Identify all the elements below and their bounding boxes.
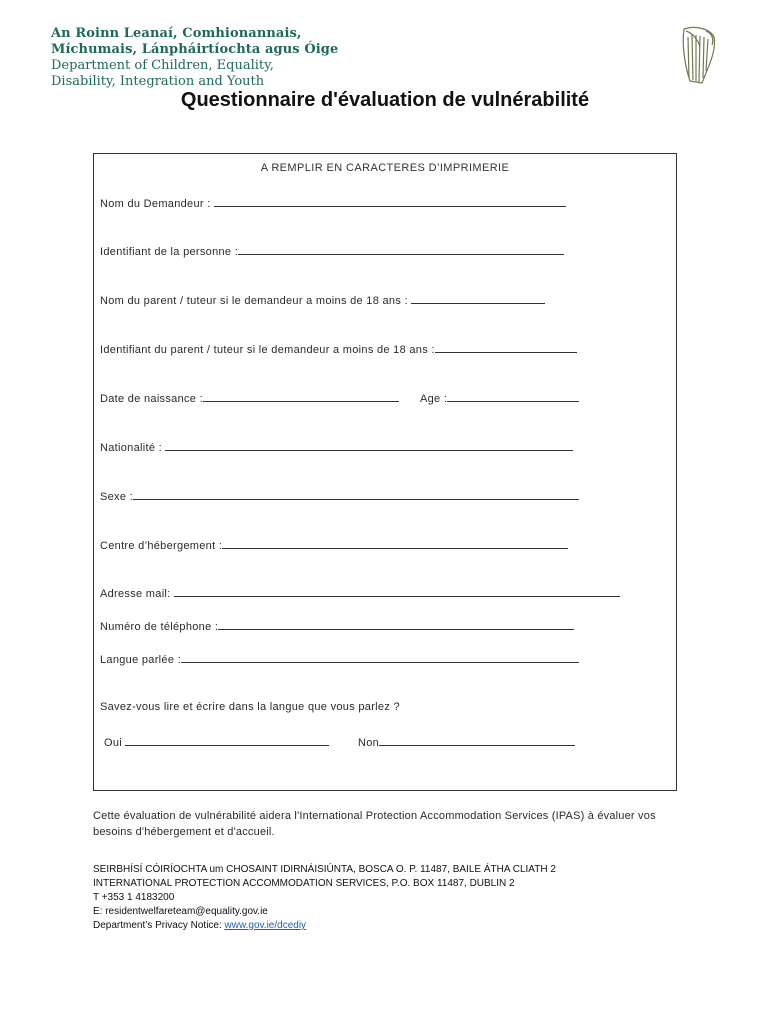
footer-english-address: INTERNATIONAL PROTECTION ACCOMMODATION SERVICES, P.O. BOX 11487, DUBLIN 2 [93, 878, 515, 889]
privacy-label: Department’s Privacy Notice: [93, 920, 222, 931]
person-id-input[interactable] [238, 244, 564, 255]
applicant-name-input[interactable] [214, 196, 566, 207]
ipas-note: Cette évaluation de vulnérabilité aidera l'International Protection Accommodation Services (IPAS) à évaluer vos besoins d'hébergement et d'accueil. [93, 810, 656, 838]
footer-phone: T +353 1 4183200 [93, 892, 175, 903]
sex-input[interactable] [133, 489, 579, 500]
harp-logo-icon [676, 23, 720, 87]
language-input[interactable] [181, 652, 579, 663]
field-person-id [100, 244, 564, 258]
footer-irish-address: SEIRBHÍSÍ CÓIRÍOCHTA um CHOSAINT IDIRNÁISIÚNTA, BOSCA O. P. 11487, BAILE ÁTHA CLIATH 2 [93, 864, 556, 875]
no-input[interactable] [379, 735, 575, 746]
guardian-id-input[interactable] [435, 342, 577, 353]
footer [93, 863, 556, 933]
field-sex [100, 489, 579, 503]
field-label: Nom du Demandeur : [100, 198, 211, 210]
literacy-question: Savez-vous lire et écrire dans la langue que vous parlez ? [100, 701, 400, 713]
birth-date-input[interactable] [203, 391, 399, 402]
field-guardian-name [100, 293, 545, 307]
department-name-irish-1: An Roinn Leanaí, Comhionannais, [51, 26, 302, 41]
yes-label: Oui [104, 737, 123, 749]
department-name-irish-2: Míchumais, Lánpháirtíochta agus Óige [51, 42, 339, 57]
page-title: Questionnaire d'évaluation de vulnérabilité [180, 89, 590, 111]
field-label: Numéro de téléphone : [100, 621, 219, 633]
field-label: Date de naissance : [100, 393, 203, 405]
email-input[interactable] [174, 586, 620, 597]
field-label: Centre d’hébergement : [100, 540, 223, 552]
form-instruction: A REMPLIR EN CARACTERES D’IMPRIMERIE [260, 162, 510, 174]
department-name-english-1: Department of Children, Equality, [51, 58, 274, 73]
no-label: Non [358, 737, 380, 749]
age-input[interactable] [447, 391, 579, 402]
field-label: Identifiant du parent / tuteur si le demandeur a moins de 18 ans : [100, 344, 435, 356]
field-birth-date [100, 391, 399, 405]
field-nationality [100, 440, 573, 454]
field-label: Nationalité : [100, 442, 162, 454]
guardian-name-input[interactable] [411, 293, 545, 304]
field-phone [100, 619, 574, 633]
field-label: Identifiant de la personne : [100, 246, 239, 258]
department-header [51, 26, 338, 90]
footer-email: E: residentwelfareteam@equality.gov.ie [93, 906, 268, 917]
field-email [100, 586, 620, 600]
field-language [100, 652, 579, 666]
phone-input[interactable] [218, 619, 574, 630]
field-label: Sexe : [100, 491, 133, 503]
field-label: Langue parlée : [100, 654, 181, 666]
form-box [93, 153, 677, 791]
nationality-input[interactable] [165, 440, 573, 451]
field-guardian-id [100, 342, 577, 356]
yes-input[interactable] [125, 735, 329, 746]
accommodation-centre-input[interactable] [222, 538, 568, 549]
privacy-link[interactable]: www.gov.ie/dcediy [224, 920, 307, 931]
department-name-english-2: Disability, Integration and Youth [51, 74, 265, 89]
field-label: Adresse mail: [100, 588, 171, 600]
field-age [420, 391, 579, 405]
field-yes [104, 735, 329, 749]
field-label: Age : [420, 393, 448, 405]
field-applicant-name [100, 196, 566, 210]
field-label: Nom du parent / tuteur si le demandeur a moins de 18 ans : [100, 295, 408, 307]
field-accommodation-centre [100, 538, 568, 552]
privacy-notice [93, 919, 556, 933]
field-no [358, 735, 575, 749]
